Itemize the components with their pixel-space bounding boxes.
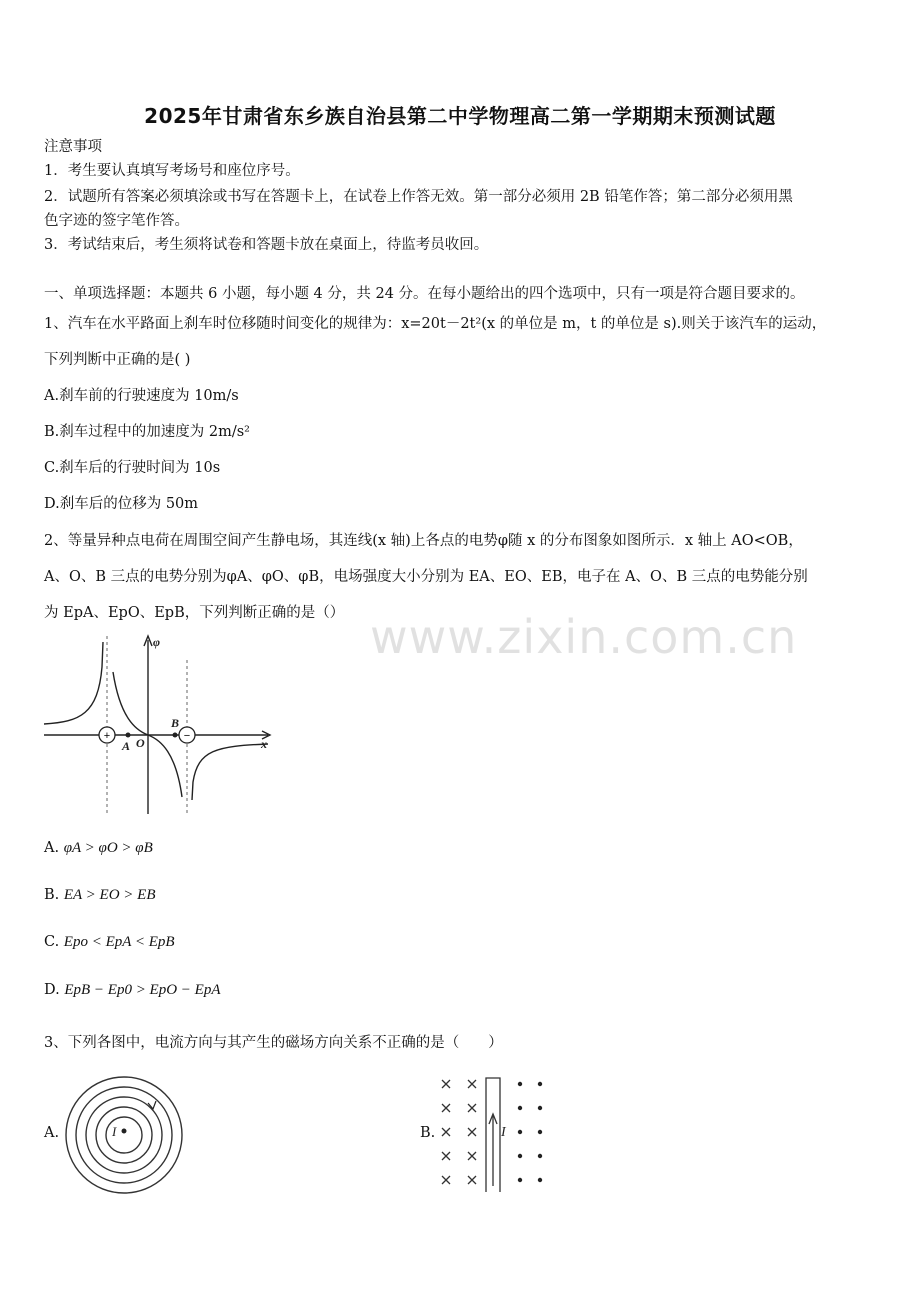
dot-marks-icon [518, 1082, 542, 1182]
q2-potential-figure [40, 632, 280, 817]
q3-figure-a [62, 1073, 186, 1197]
positive-charge-sign: + [103, 730, 111, 742]
notice-heading: 注意事项 [44, 139, 102, 155]
q2-option-c: C. Epo < EpA < EpB [44, 934, 175, 950]
label-x: x [261, 737, 267, 751]
label-o: O [136, 736, 145, 750]
q2-stem-3: 为 EpA、EpO、EpB，下列判断正确的是（） [44, 605, 345, 621]
q2-stem-2: A、O、B 三点的电势分别为φA、φO、φB，电场强度大小分别为 EA、EO、EB，电子在 A、O、B 三点的电势能分别 [44, 569, 808, 585]
field-arrow-icon [148, 1101, 156, 1109]
q1-stem-1: 1、汽车在水平路面上刹车时位移随时间变化的规律为：x=20t－2t²(x 的单位是 m，t 的单位是 s).则关于该汽车的运动， [44, 316, 827, 332]
q3-option-b-label: B. [420, 1125, 436, 1141]
notice-item-3: 3．考试结束后，考生须将试卷和答题卡放在桌面上，待监考员收回。 [44, 237, 489, 253]
section-1-heading: 一、单项选择题：本题共 6 小题，每小题 4 分，共 24 分。在每小题给出的四个选项中，只有一项是符合题目要求的。 [44, 286, 805, 302]
point-b-dot [173, 733, 178, 738]
current-dot-icon [122, 1129, 127, 1134]
negative-charge-sign: − [183, 730, 191, 742]
q1-option-c: C.刹车后的行驶时间为 10s [44, 460, 221, 476]
q1-option-d: D.刹车后的位移为 50m [44, 496, 199, 512]
q3-option-a-label: A. [44, 1125, 60, 1141]
current-label-a: I [112, 1124, 117, 1139]
q2-option-a: A. φA > φO > φB [44, 840, 153, 856]
cross-marks-icon [442, 1080, 476, 1184]
q1-option-b: B.刹车过程中的加速度为 2m/s² [44, 424, 250, 440]
label-a: A [122, 739, 131, 753]
point-a-dot [126, 733, 131, 738]
q1-stem-2: 下列判断中正确的是( ) [44, 352, 191, 368]
curve-left-branch [44, 642, 103, 724]
curve-right-branch [192, 744, 268, 800]
q2-stem-1: 2、等量异种点电荷在周围空间产生静电场，其连线(x 轴)上各点的电势φ随 x 的分布图象如图所示．x 轴上 AO<OB， [44, 533, 803, 549]
q3-figure-b [436, 1074, 556, 1196]
notice-item-1: 1．考生要认真填写考场号和座位序号。 [44, 163, 300, 179]
label-b: B [171, 716, 180, 730]
notice-item-2: 2．试题所有答案必须填涂或书写在答题卡上，在试卷上作答无效。第一部分必须用 2B 铅笔作答；第二部分必须用黑 [44, 189, 793, 205]
q2-option-b: B. EA > EO > EB [44, 887, 156, 903]
current-label-b: I [501, 1125, 506, 1140]
watermark: www.zixin.com.cn [370, 610, 798, 664]
q1-option-a: A.刹车前的行驶速度为 10m/s [44, 388, 239, 404]
label-phi: φ [153, 635, 161, 649]
page-title: 2025年甘肃省东乡族自治县第二中学物理高二第一学期期末预测试题 [144, 104, 776, 128]
notice-item-2-cont: 色字迹的签字笔作答。 [44, 213, 189, 229]
q2-option-d: D. EpB − Ep0 > EpO − EpA [44, 982, 221, 998]
q3-stem: 3、下列各图中，电流方向与其产生的磁场方向关系不正确的是（ ） [44, 1035, 503, 1051]
